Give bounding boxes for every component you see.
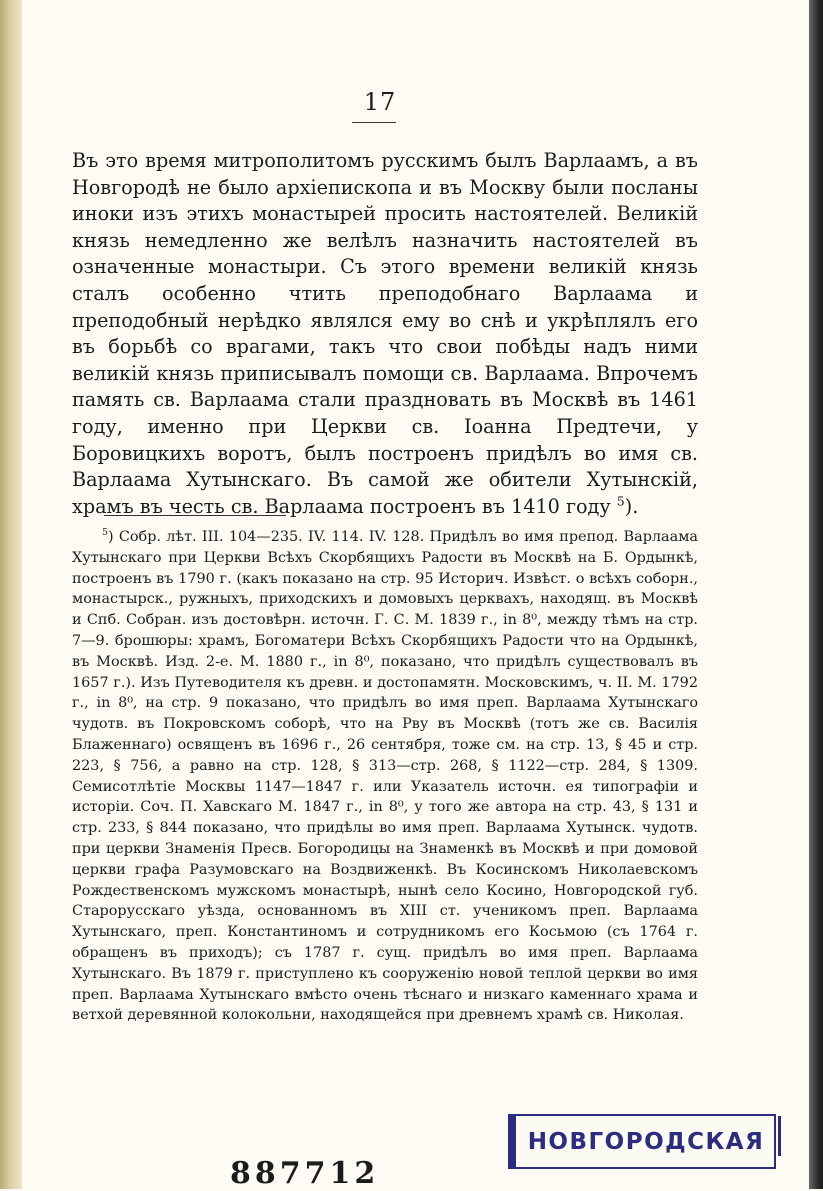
stamp-text: НОВГОРОДСКАЯ <box>527 1129 765 1155</box>
footnote-reference: 5 <box>616 493 625 509</box>
stamp-mark <box>778 1116 781 1156</box>
page-number: 17 <box>363 88 397 116</box>
footnotes <box>72 527 698 1026</box>
scan-dark-edge <box>809 0 823 1189</box>
library-stamp <box>508 1114 776 1169</box>
footnote-separator <box>104 515 286 516</box>
inventory-number: 887712 <box>230 1156 380 1191</box>
main-paragraph <box>72 148 698 520</box>
book-gutter-edge <box>0 0 22 1189</box>
footnote-5 <box>72 527 698 1026</box>
footnote-mark: 5 <box>102 527 108 539</box>
main-text-end: ). <box>624 494 639 518</box>
main-text <box>72 148 698 520</box>
main-text-body: Въ это время митрополитомъ русскимъ былъ Варлаамъ, а въ Новгородѣ не было архіепископа и въ Москву были посланы иноки изъ этихъ монастырей просить настоятелей. Великій князь немедленно же велѣлъ назначить настоятелей въ означенные монастыри. Съ этого времени великій князь сталъ особенно чтить преподобнаго Варлаама и преподобный нерѣдко являлся ему во снѣ и укрѣплялъ его въ борьбѣ со врагами, такъ что свои побѣды надъ ними великій князь приписывалъ помощи св. Варлаама. Впрочемъ память св. Варлаама стали праздновать въ Москвѣ въ 1461 году, именно при Церкви св. Іоанна Предтечи, у Боровицкихъ воротъ, былъ построенъ придѣлъ во имя св. Варлаама Хутынскаго. Въ самой же обители Хутынскій, храмъ въ честь св. Варлаама построенъ въ 1410 году <box>72 149 698 518</box>
footnote-text: ) Собр. лѣт. III. 104—235. IV. 114. IV. 128. Придѣлъ во имя препод. Варлаама Хутынскаго при Церкви Всѣхъ Скорбящихъ Радости въ Москвѣ на Б. Ордынкѣ, построенъ въ 1790 г. (какъ показано на стр. 95 Историч. Извѣст. о всѣхъ соборн., монастырск., ружныхъ, приходскихъ и домовыхъ церквахъ, находящ. въ Москвѣ и Спб. Собран. изъ достовѣрн. источн. Г. С. М. 1839 г., in 8⁰, между тѣмъ на стр. 7—9. брошюры: храмъ, Богоматери Всѣхъ Скорбящихъ Радости что на Ордынкѣ, въ Москвѣ. Изд. 2-е. М. 1880 г., in 8⁰, показано, что придѣлъ существовалъ въ 1657 г.). Изъ Путеводителя къ древн. и достопамятн. Московскимъ, ч. II. М. 1792 г., in 8⁰, на стр. 9 показано, что придѣлъ во имя преп. Варлаама Хутынскаго чудотв. въ Покровскомъ соборѣ, что на Рву въ Москвѣ (тотъ же св. Василія Блаженнаго) освященъ въ 1696 г., 26 сентября, тоже см. на стр. 13, § 45 и стр. 223, § 756, а равно на стр. 128, § 313—стр. 268, § 1122—стр. 284, § 1309. Семисотлѣтіе Москвы 1147—1847 г. или Указатель источн. ея типографіи и исторіи. Соч. П. Хавскаго М. 1847 г., in 8⁰, у того же автора на стр. 43, § 131 и стр. 233, § 844 показано, что придѣлы во имя преп. Варлаама Хутынск. чудотв. при церкви Знаменія Пресв. Богородицы на Знаменкѣ въ Москвѣ и при домовой церкви графа Разумовскаго на Воздвиженкѣ. Въ Косинскомъ Николаевскомъ Рождественскомъ мужскомъ монастырѣ, нынѣ село Косино, Новгородской губ. Старорусскаго уѣзда, основанномъ въ XIII ст. ученикомъ преп. Варлаама Хутынскаго, преп. Константиномъ и сотрудникомъ его Косьмою (съ 1764 г. обращенъ въ приходъ); съ 1787 г. сущ. придѣлъ во имя преп. Варлаама Хутынскаго. Въ 1879 г. приступлено къ сооруженію новой теплой церкви во имя преп. Варлаама Хутынскаго вмѣсто очень тѣснаго и низкаго каменнаго храма и ветхой деревянной колокольни, находящейся при древнемъ храмѣ св. Николая. <box>72 529 698 1024</box>
page-number-underline <box>352 122 396 123</box>
